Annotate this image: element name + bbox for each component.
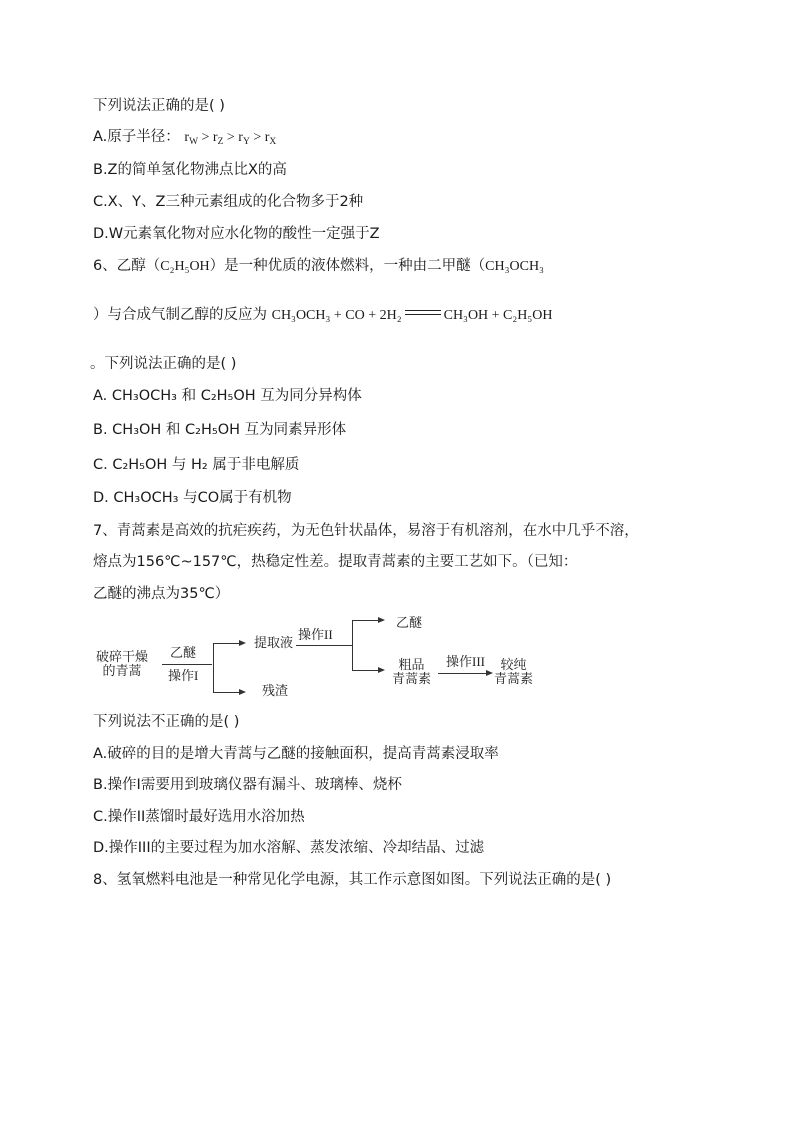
q8-line-1: 8、氢氧燃料电池是一种常见化学电源，其工作示意图如图。下列说法正确的是( ): [93, 872, 612, 888]
q7-line-3: 乙醚的沸点为35℃）: [93, 586, 230, 602]
q7-stem: 下列说法不正确的是( ): [93, 714, 240, 730]
q5-option-d: D.W元素氧化物对应水化物的酸性一定强于Z: [93, 226, 380, 242]
q7-option-c: C.操作II蒸馏时最好选用水浴加热: [93, 809, 305, 825]
q7-option-b: B.操作I需要用到玻璃仪器有漏斗、玻璃棒、烧杯: [93, 777, 402, 793]
operation-1: 操作I: [168, 668, 199, 683]
dimethyl-ether-formula: CH₃OCH₃: [485, 259, 544, 274]
arrow-right-icon: [378, 617, 385, 623]
radius-formula: $r_W > r_Z > r_Y > r_X$: [184, 130, 277, 147]
equals-arrow-icon: [405, 310, 441, 315]
q5-stem: 下列说法正确的是( ): [93, 98, 225, 114]
q6-line-2: ）与合成气制乙醇的反应为 CH₃OCH₃ + CO + 2H₂ CH₃OH + C₂H₅OH: [93, 307, 553, 323]
ethanol-formula: C₂H₅OH: [160, 259, 210, 274]
arrow-right-icon: [378, 667, 385, 673]
extraction-flow-diagram: [90, 612, 560, 702]
reaction-line-3: [438, 673, 486, 674]
q5-option-c: C.X、Y、Z三种元素组成的化合物多于2种: [93, 194, 364, 210]
q6-option-a: A. CH₃OCH₃ 和 C₂H₅OH 互为同分异构体: [93, 388, 362, 404]
node-ether-recovered: 乙醚: [396, 615, 423, 630]
node-start: 破碎干燥 的青蒿: [96, 649, 149, 678]
operation-3: 操作III: [446, 654, 485, 669]
q7-line-2: 熔点为156℃~157℃，热稳定性差。提取青蒿素的主要工艺如下。（已知：: [93, 554, 578, 570]
q6-option-b: B. CH₃OH 和 C₂H₅OH 互为同素异形体: [93, 422, 347, 438]
equation-products: CH₃OH + C₂H₅OH: [443, 308, 553, 323]
operation-2: 操作II: [298, 627, 333, 642]
q6-stem: 。下列说法正确的是( ): [90, 356, 237, 372]
q7-line-1: 7、青蒿素是高效的抗疟疾药，为无色针状晶体，易溶于有机溶剂，在水中几乎不溶，: [93, 523, 639, 539]
q6-line-1: 6、乙醇（C₂H₅OH）是一种优质的液体燃料，一种由二甲醚（CH₃OCH₃: [93, 258, 544, 274]
q7-option-a: A.破碎的目的是增大青蒿与乙醚的接触面积，提高青蒿素浸取率: [93, 746, 499, 762]
q5-option-a-label: A.原子半径：: [93, 129, 180, 145]
q5-option-b: B.Z的简单氢化物沸点比X的高: [93, 162, 287, 178]
branch-line-2: [352, 620, 353, 670]
q6-option-c: C. C₂H₅OH 与 H₂ 属于非电解质: [93, 457, 300, 473]
reaction-line-2: [296, 645, 352, 646]
reaction-line-1: [162, 664, 212, 665]
q6-option-d: D. CH₃OCH₃ 与CO属于有机物: [93, 490, 292, 506]
q5-option-a: [93, 127, 276, 148]
node-extract: 提取液: [254, 635, 294, 650]
equation-reactants: CH₃OCH₃ + CO + 2H₂: [271, 308, 402, 323]
arrow-right-icon: [239, 640, 246, 646]
node-pure: 较纯 青蒿素: [494, 657, 534, 686]
node-residue: 残渣: [262, 683, 289, 698]
arrow-right-icon: [486, 670, 493, 676]
arrow-right-icon: [239, 689, 246, 695]
branch-line-1: [213, 643, 214, 692]
reagent-ether: 乙醚: [170, 645, 197, 660]
q7-option-d: D.操作III的主要过程为加水溶解、蒸发浓缩、冷却结晶、过滤: [93, 840, 485, 856]
node-crude: 粗品 青蒿素: [392, 657, 432, 686]
